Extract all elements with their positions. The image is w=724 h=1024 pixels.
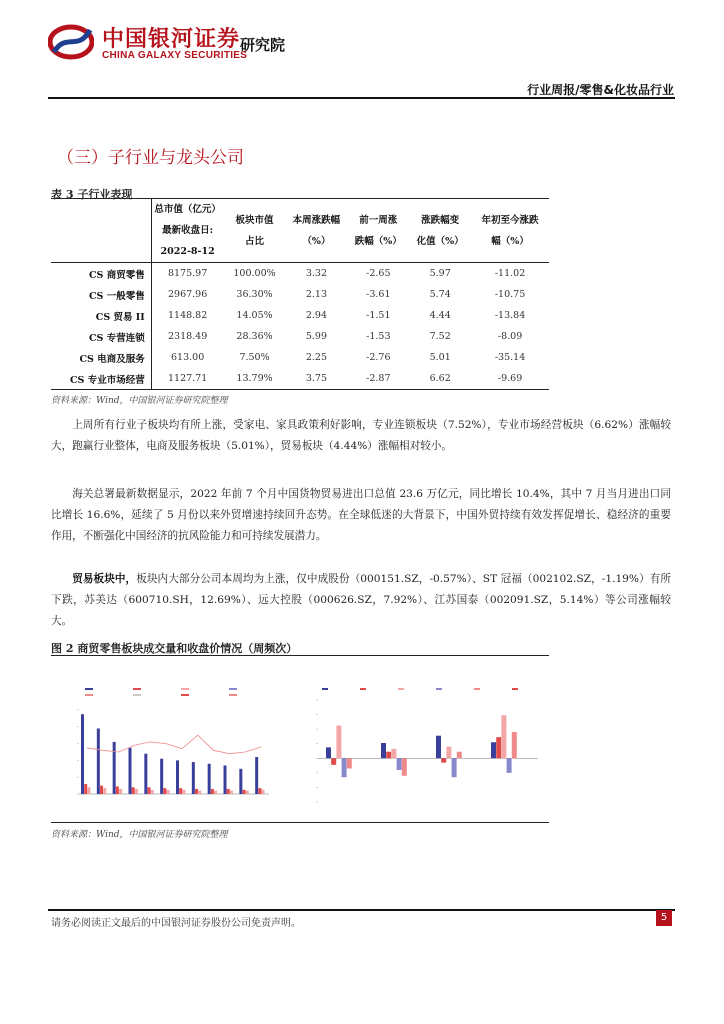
bar (163, 788, 166, 794)
bar (239, 769, 242, 794)
bar (255, 757, 258, 794)
table-row (51, 347, 549, 368)
table-cell: 5.99 (305, 331, 328, 342)
section-title: （三）子行业与龙头公司 (57, 148, 244, 168)
table-cell: -8.09 (497, 331, 523, 342)
bar (386, 752, 391, 759)
table-cell: 28.36% (236, 331, 273, 342)
figure-caption: 图 2 商贸零售板块成交量和收盘价情况（周频次） (51, 642, 298, 655)
bar (397, 758, 402, 770)
logo-institute-label: 研究院 (240, 36, 286, 54)
table-cell: -2.65 (366, 268, 391, 279)
bar (135, 789, 138, 794)
table-cell: 1148.82 (167, 310, 208, 321)
header-divider (48, 97, 675, 99)
legend-swatch (360, 688, 366, 690)
column-header-ytd-change: 年初至今涨跌 幅（%） (471, 199, 549, 263)
table-row (51, 263, 549, 285)
weekly-change-chart (300, 682, 546, 810)
bar (452, 758, 457, 777)
legend-swatch (133, 694, 141, 696)
bar (176, 760, 179, 794)
bar (336, 726, 341, 759)
bar (81, 714, 84, 794)
table-cell: 3.75 (305, 373, 328, 384)
sub-industry-table (51, 198, 549, 390)
bar (381, 743, 386, 758)
row-label: CS 专业市场经营 (51, 368, 151, 390)
bar (491, 742, 496, 758)
bar (116, 786, 119, 794)
table-cell: -2.87 (366, 373, 391, 384)
bar (262, 790, 265, 794)
table-cell: -1.51 (366, 310, 391, 321)
page-number: 5 (656, 910, 672, 926)
figure-source-note: 资料来源：Wind，中国银河证券研究院整理 (51, 830, 228, 840)
table-cell: 6.62 (429, 373, 451, 384)
table-cell: 2967.96 (167, 289, 208, 300)
table-cell: -11.02 (494, 268, 526, 279)
table-cell: 613.00 (171, 352, 205, 363)
table-row (51, 284, 549, 305)
bar (87, 787, 90, 794)
table-cell: 14.05% (236, 310, 273, 321)
legend-swatch (229, 694, 237, 696)
table-cell: 36.30% (236, 289, 273, 300)
bar (119, 789, 122, 794)
bar (182, 790, 185, 794)
bar (230, 791, 233, 794)
bar (151, 790, 154, 794)
table-cell: 100.00% (233, 268, 276, 279)
legend-swatch (436, 688, 442, 690)
table-caption: 表 3 子行业表现 (51, 188, 133, 201)
table-row (51, 368, 549, 390)
table-cell: 2.13 (305, 289, 328, 300)
volume-price-chart (55, 682, 291, 810)
table-cell: -35.14 (494, 352, 526, 363)
row-label: CS 专营连锁 (51, 326, 151, 347)
bar (501, 715, 506, 758)
table-cell: -2.76 (366, 352, 391, 363)
bar (192, 762, 195, 794)
bar (214, 791, 217, 794)
table-header-row (51, 199, 549, 263)
row-label: CS 一般零售 (51, 284, 151, 305)
column-header-market-cap: 总市值（亿元） 最新收盘日: 2022-8-12 (151, 199, 223, 263)
bar (246, 791, 249, 794)
column-header-change-delta: 涨跌幅变 化值（%） (409, 199, 471, 263)
table-cell: 4.44 (429, 310, 451, 321)
legend-swatch (229, 688, 237, 690)
bar (441, 758, 446, 762)
bar (243, 790, 246, 794)
table-cell: 3.32 (305, 268, 328, 279)
table-cell: 8175.97 (167, 268, 208, 279)
bar (97, 728, 100, 794)
legend-swatch (474, 688, 480, 690)
footer-divider (48, 909, 675, 911)
row-label: CS 电商及服务 (51, 347, 151, 368)
bar (211, 789, 214, 794)
body-paragraph: 上周所有行业子板块均有所上涨，受家电、家具政策利好影响，专业连锁板块（7.52%），专业市场经营板块（6.62%）涨幅较大，跑赢行业整体，电商及服务板块（5.01%），贸易板块（4.44%）涨幅相对较小。 (51, 419, 671, 452)
bar (195, 789, 198, 794)
body-paragraph (51, 569, 671, 632)
row-label: CS 贸易 II (51, 305, 151, 326)
report-category-tag: 行业周报/零售&化妆品行业 (527, 83, 674, 97)
bar (132, 787, 135, 794)
table-cell: -3.61 (366, 289, 391, 300)
table-row (51, 305, 549, 326)
logo-company-name: 中国银河证券 (102, 27, 241, 52)
legend-swatch (181, 688, 189, 690)
table-cell: 5.01 (429, 352, 451, 363)
table-cell: 2.25 (305, 352, 328, 363)
legend-swatch (85, 688, 93, 690)
bar (512, 732, 517, 758)
bar (144, 754, 147, 794)
table-header-corner (51, 199, 151, 263)
bar (198, 791, 201, 794)
table-cell: -13.84 (494, 310, 526, 321)
galaxy-logo-icon (48, 22, 94, 62)
bar (100, 786, 103, 794)
column-header-week-change: 本周涨跌幅 （%） (286, 199, 348, 263)
table-cell: 13.79% (236, 373, 273, 384)
bar (258, 788, 261, 794)
bar (224, 765, 227, 794)
bar (391, 749, 396, 758)
bar (129, 748, 132, 794)
logo-company-name-en: CHINA GALAXY SECURITIES (102, 50, 248, 61)
bar (208, 764, 211, 794)
table-cell: -10.75 (494, 289, 526, 300)
table-cell: 5.97 (429, 268, 451, 279)
table-row (51, 326, 549, 347)
bar (331, 758, 336, 765)
table-cell: 1127.71 (167, 373, 208, 384)
bar (167, 790, 170, 794)
bar (496, 737, 501, 758)
bar (342, 758, 347, 777)
table-cell: -9.69 (497, 373, 523, 384)
column-header-prev-week-change: 前一周涨 跌幅（%） (347, 199, 409, 263)
table-cell: 2.94 (305, 310, 328, 321)
bar (148, 787, 151, 794)
bar (113, 742, 116, 794)
bar (326, 747, 331, 758)
bar (103, 788, 106, 794)
bar (227, 789, 230, 794)
paragraph-lead: 贸易板块中， (72, 573, 137, 585)
bar (446, 747, 451, 759)
table-source-note: 资料来源：Wind，中国银河证券研究院整理 (51, 396, 228, 406)
bar (347, 758, 352, 768)
table-cell: 7.50% (239, 352, 270, 363)
table-cell: 7.52 (429, 331, 451, 342)
table-cell: 2318.49 (167, 331, 208, 342)
bar (179, 788, 182, 794)
legend-swatch (85, 694, 93, 696)
legend-swatch (181, 694, 189, 696)
legend-swatch (398, 688, 404, 690)
bar (507, 758, 512, 773)
table-cell: -1.53 (366, 331, 391, 342)
bar (402, 758, 407, 775)
paragraph-text: 板块内大部分公司本周均为上涨，仅中成股份（000151.SZ，-0.57%）、ST 冠福（002102.SZ，-1.19%）有所下跌，苏美达（600710.SH，12.69%）、远大控股（000626.SZ，7.92%）、江苏国泰（002091.SZ，5.14%）等公司涨幅较大。 (51, 573, 671, 627)
bar (436, 736, 441, 759)
column-header-share: 板块市值 占比 (224, 199, 286, 263)
body-paragraph: 海关总署最新数据显示，2022 年前 7 个月中国货物贸易进出口总值 23.6 万亿元，同比增长 10.4%，其中 7 月当月进出口同比增长 16.6%，延续了 5 月份以来外贸增速持续回升态势。在全球低迷的大背景下，中国外贸持续有效发挥促增长、稳经济的重要作用，不断强化中国经济的抗风险能力和可持续发展潜力。 (51, 488, 671, 542)
row-label: CS 商贸零售 (51, 263, 151, 285)
bar (160, 759, 163, 794)
footer-disclaimer: 请务必阅读正文最后的中国银河证券股份公司免责声明。 (51, 918, 301, 929)
bar (457, 752, 462, 759)
legend-swatch (133, 688, 141, 690)
legend-swatch (512, 688, 518, 690)
table-cell: 5.74 (429, 289, 451, 300)
bar (84, 784, 87, 794)
legend-swatch (322, 688, 328, 690)
